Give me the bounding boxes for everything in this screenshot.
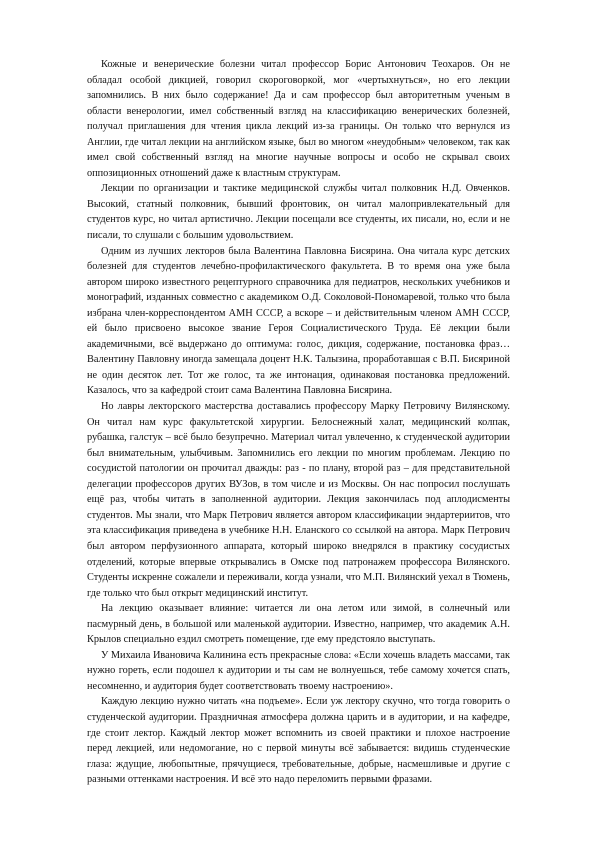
paragraph-vilyansky: Но лавры лекторского мастерства доставались профессору Марку Петровичу Вилянскому. Он читал нам курс факультетской хирургии. Белоснежный халат, медицинский колпак, рубашка, галстук – всё было безупречно. Материал читал увлеченно, к студенческой аудитории был внимательным, улыбчивым. Запомнились его лекции по многим проблемам. Лекцию по сосудистой патологии он прочитал дважды: раз - по плану, второй раз – для представительной делегации профессоров других ВУЗов, в том числе и из Москвы. Он нас попросил послушать ещё раз, чтобы читать в заполненной аудитории. Лекция закончилась под аплодисменты студентов. Мы знали, что Марк Петрович является автором классификации эндартериитов, что эта классификация приведена в учебнике Н.Н. Еланского со ссылкой на автора. Марк Петрович был автором перфузионного аппарата, который широко внедрялся в практику сосудистых отделений, которые впервые открывались в Омске под патронажем профессора Вилянского. Студенты искренне сожалели и переживали, когда узнали, что М.П. Вилянский уехал в Тюмень, где только что был открыт медицинский институт. (87, 401, 510, 599)
paragraph-kalinin-quote: У Михаила Ивановича Калинина есть прекрасные слова: «Если хочешь владеть массами, так нужно гореть, если подошел к аудитории и ты сам не волнуешься, тебе самому хочется спать, несомненно, и аудитория будет соответствовать твоему настроению». (87, 649, 510, 692)
paragraph-bisyarina: Одним из лучших лекторов была Валентина Павловна Бисярина. Она читала курс детских болезней для студентов лечебно-профилактического факультета. В то время она уже была автором широко известного рецептурного справочника для педиатров, нескольких учебников и монографий, изданных совместно с академиком О.Д. Соколовой-Пономаревой, только что была избрана член-корреспондентом АМН СССР, а вскоре – и действительным членом АМН СССР, ей было присвоено высокое звание Героя Социалистического Труда. Её лекции были академичными, всё выдержано до оптимума: голос, дикция, содержание, постановка фраз… Валентину Павловну иногда замещала доцент Н.К. Талызина, проработавшая с В.П. Бисяриной не один десяток лет. Тот же голос, та же интонация, одинаковая постановка предложений. Казалось, что за кафедрой стоит сама Валентина Павловна Бисярина. (87, 245, 510, 397)
paragraph-teoharov: Кожные и венерические болезни читал профессор Борис Антонович Теохаров. Он не обладал особой дикцией, говорил скороговоркой, мог «чертыхнуться», но его лекции запомнились. В них было содержание! Да и сам профессор был авторитетным ученым в области венерологии, имел собственный взгляд на классификацию венерических болезней, получал приглашения для чтения цикла лекций из-за границы. Он только что вернулся из Англии, где читал лекции на английском языке, был во многом «неудобным» человеком, так как имел свой собственный взгляд на многие научные вопросы и особо не скрывал своих оппозиционных отношений даже к властным структурам. (87, 59, 510, 179)
paragraph-on-the-rise: Каждую лекцию нужно читать «на подъеме». Если уж лектору скучно, что тогда говорить о студенческой аудитории. Праздничная атмосфера должна царить и в аудитории, и на кафедре, где стоит лектор. Каждый лектор может вспомнить из своей практики и плохое настроение перед лекцией, или недомогание, но с первой минуты всё забывается: видишь студенческие глаза: ждущие, любопытные, прячущиеся, требовательные, добрые, насмешливые и другие с разными оттенками настроения. И всё это надо переломить первыми фразами. (87, 696, 510, 786)
paragraph-ovchenkov: Лекции по организации и тактике медицинской службы читал полковник Н.Д. Овченков. Высокий, статный полковник, бывший фронтовик, он читал малопривлекательный для студентов курс, но читал артистично. Лекции посещали все студенты, их писали, но, если и не писали, то слушали с большим удовольствием. (87, 183, 510, 242)
paragraph-lecture-influence: На лекцию оказывает влияние: читается ли она летом или зимой, в солнечный или пасмурный день, в большой или маленькой аудитории. Известно, например, что академик А.Н. Крылов специально ездил смотреть помещение, где ему предстояло выступать. (87, 603, 510, 646)
document-page (87, 57, 510, 788)
